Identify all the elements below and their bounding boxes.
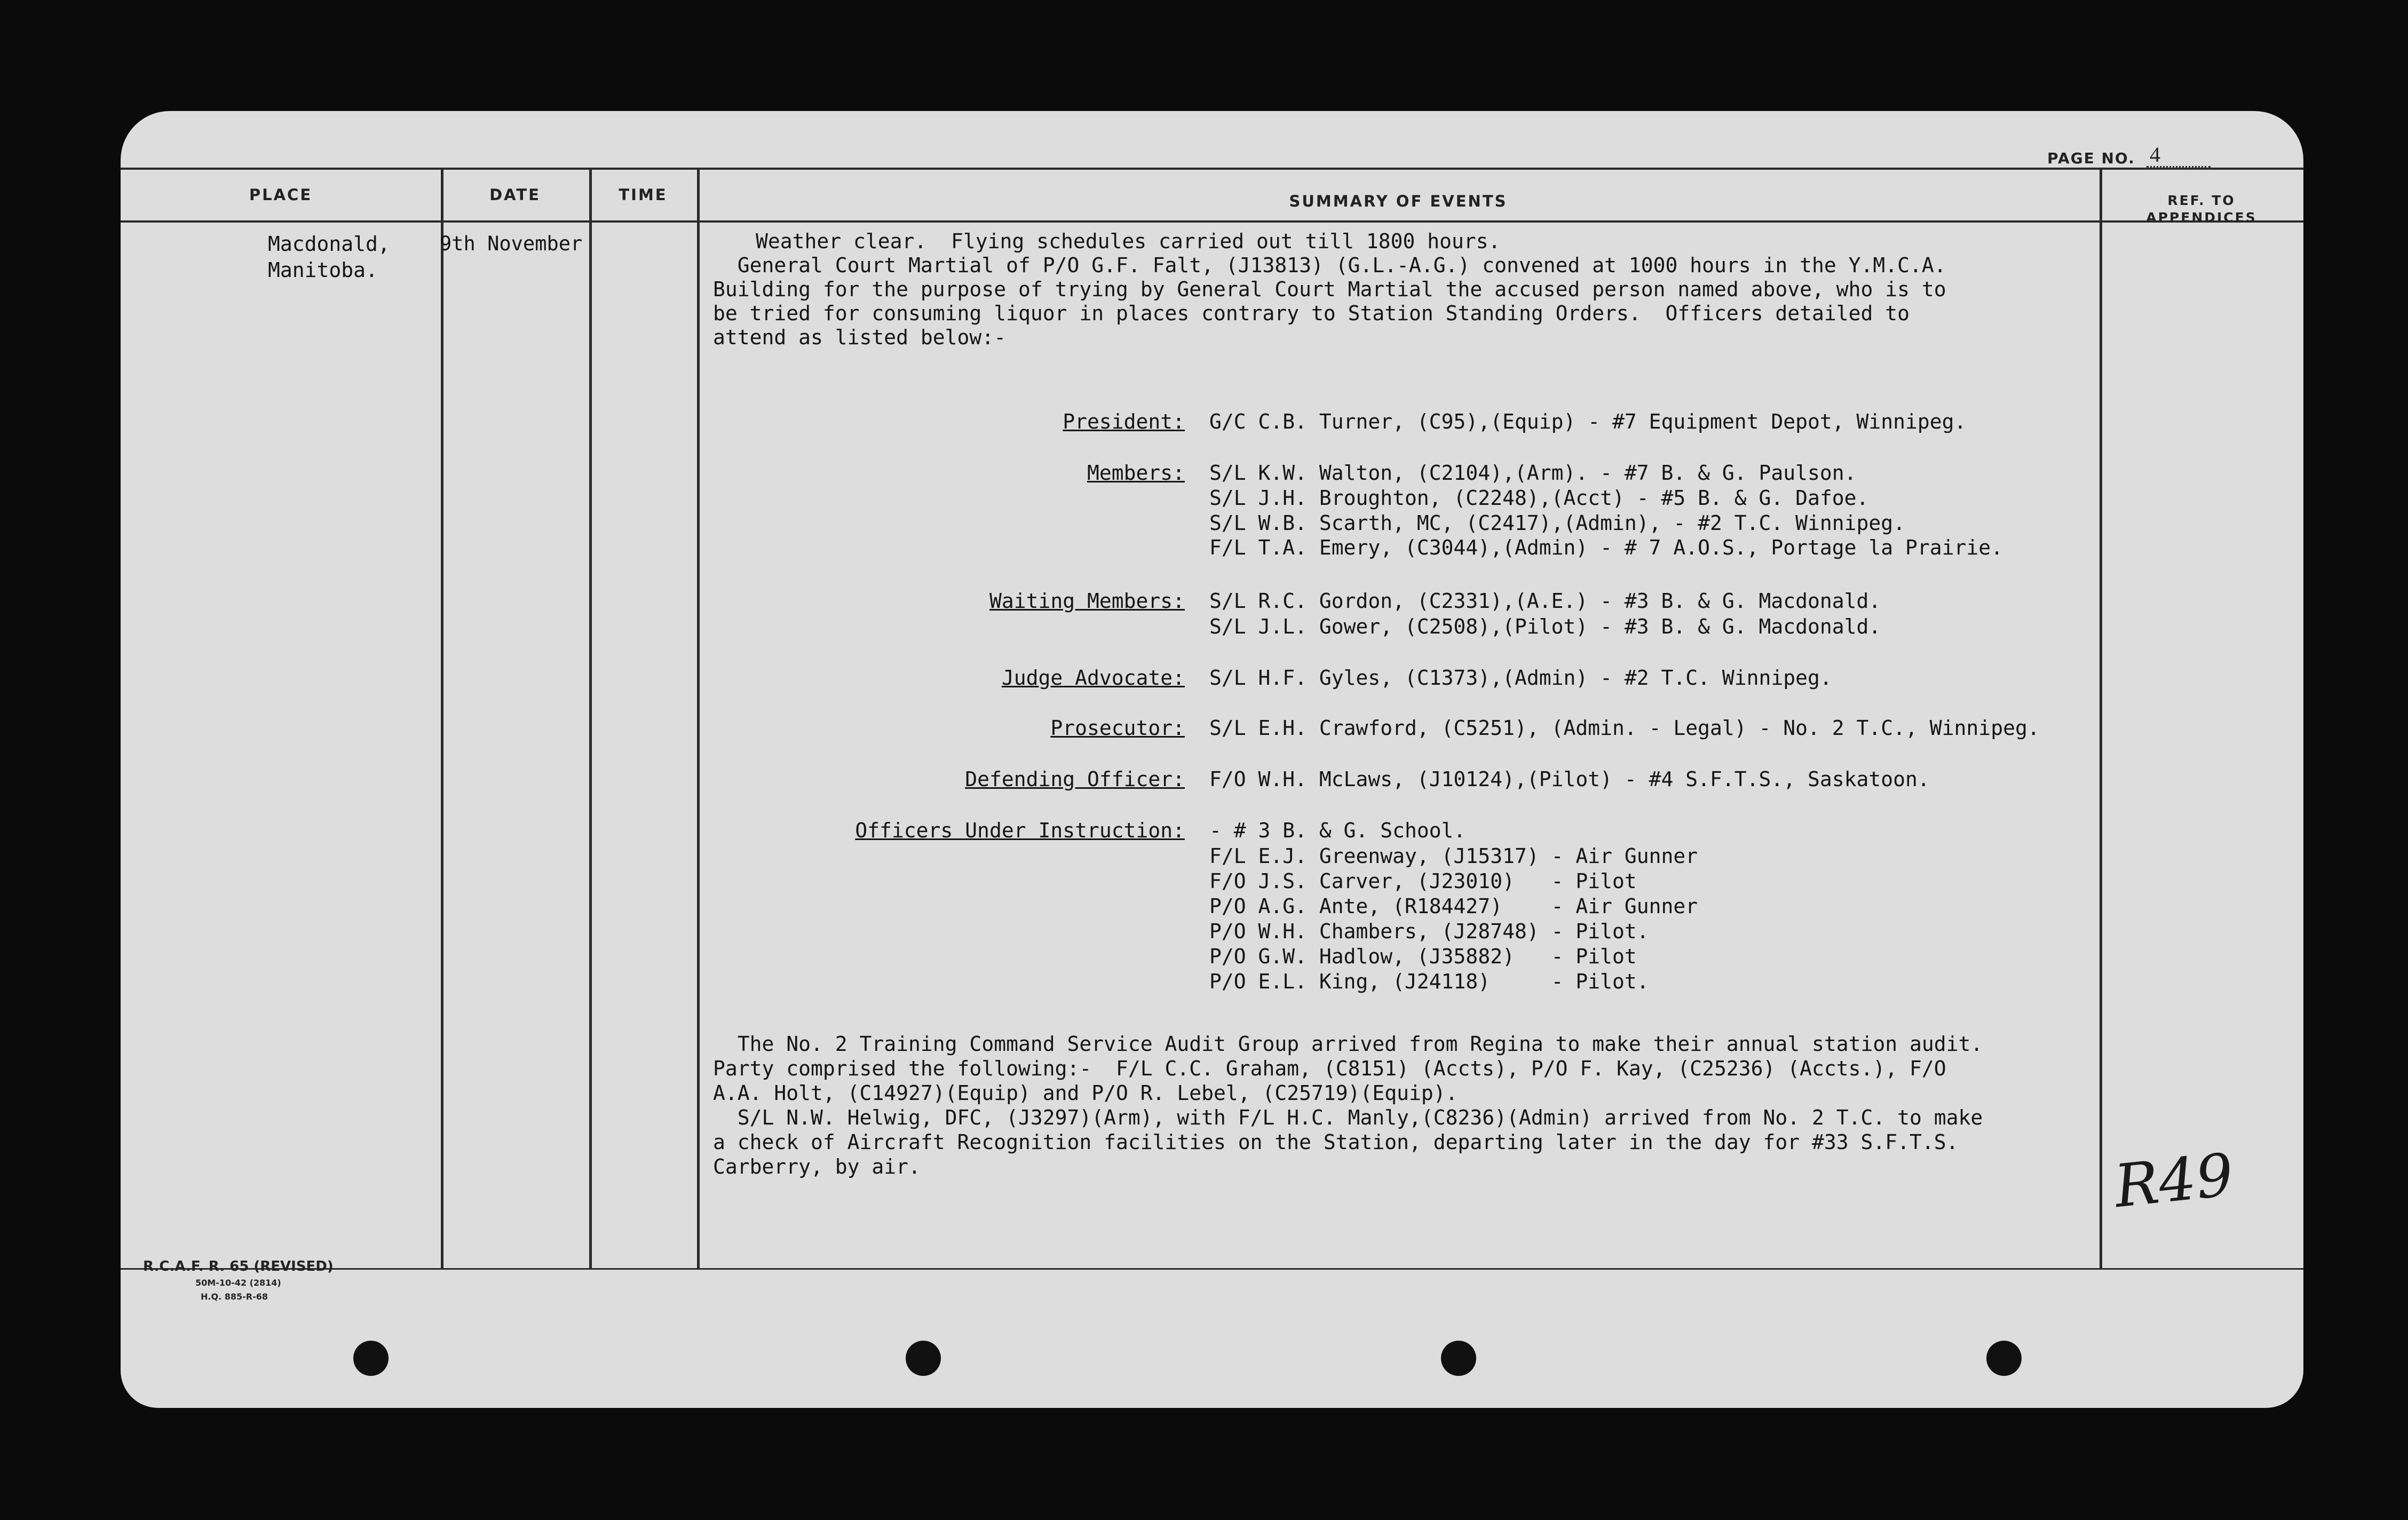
page-number: 4 xyxy=(2150,142,2160,167)
waiting-member-entry: S/L J.L. Gower, (C2508),(Pilot) - #3 B. & G. Macdonald. xyxy=(1209,615,1881,638)
member-entry: S/L K.W. Walton, (C2104),(Arm). - #7 B. & G. Paulson. xyxy=(1209,461,1857,485)
place-line-2: Manitoba. xyxy=(268,258,378,282)
intro-line: Building for the purpose of trying by General Court Martial the accused person named above, who is to xyxy=(713,278,1946,301)
time-divider xyxy=(697,168,700,1268)
waiting-members-label: Waiting Members: xyxy=(989,589,1185,613)
member-entry: S/L J.H. Broughton, (C2248),(Acct) - #5 B. & G. Dafoe. xyxy=(1209,486,1869,510)
intro-line: be tried for consuming liquor in places contrary to Station Standing Orders. Officers detailed to xyxy=(713,302,1910,325)
ref-divider xyxy=(2100,168,2102,1268)
header-place: PLACE xyxy=(249,186,313,204)
instruction-entry: F/L E.J. Greenway, (J15317) - Air Gunner xyxy=(1209,844,1698,868)
place-line-1: Macdonald, xyxy=(268,232,390,256)
header-date: DATE xyxy=(489,186,541,204)
audit-line: The No. 2 Training Command Service Audit Group arrived from Regina to make their annual station audit. xyxy=(713,1032,1983,1056)
waiting-member-entry: S/L R.C. Gordon, (C2331),(A.E.) - #3 B. & G. Macdonald. xyxy=(1209,589,1881,613)
instruction-entry: P/O G.W. Hadlow, (J35882) - Pilot xyxy=(1209,945,1637,968)
form-id: 50M-10-42 (2814) xyxy=(195,1278,281,1288)
page-label: PAGE NO. xyxy=(2047,149,2135,167)
intro-line: Weather clear. Flying schedules carried out till 1800 hours. xyxy=(756,229,1501,253)
instruction-entry: P/O E.L. King, (J24118) - Pilot. xyxy=(1209,970,1649,993)
member-entry: F/L T.A. Emery, (C3044),(Admin) - # 7 A.O.S., Portage la Prairie. xyxy=(1209,536,2003,559)
handwritten-ref: R49 xyxy=(2111,1140,2237,1221)
top-rule xyxy=(121,168,2303,170)
audit-line: Carberry, by air. xyxy=(713,1155,921,1178)
punch-hole xyxy=(353,1341,389,1376)
judge-advocate-entry: S/L H.F. Gyles, (C1373),(Admin) - #2 T.C. Winnipeg. xyxy=(1209,666,1832,690)
diary-card xyxy=(121,111,2303,1408)
instruction-entry: P/O A.G. Ante, (R184427) - Air Gunner xyxy=(1209,894,1698,918)
audit-line: Party comprised the following:- F/L C.C. Graham, (C8151) (Accts), P/O F. Kay, (C25236) (Accts.), F/O xyxy=(713,1057,1946,1080)
defending-officer-entry: F/O W.H. McLaws, (J10124),(Pilot) - #4 S.F.T.S., Saskatoon. xyxy=(1209,767,1930,791)
header-time: TIME xyxy=(619,186,668,204)
form-id: R.C.A.F. R. 65 (REVISED) xyxy=(143,1258,334,1274)
intro-line: General Court Martial of P/O G.F. Falt, (J13813) (G.L.-A.G.) convened at 1000 hours in the Y.M.C.A. xyxy=(713,254,1946,277)
member-entry: S/L W.B. Scarth, MC, (C2417),(Admin), - #2 T.C. Winnipeg. xyxy=(1209,511,1906,535)
audit-line: S/L N.W. Helwig, DFC, (J3297)(Arm), with F/L H.C. Manly,(C8236)(Admin) arrived from No. 2 T.C. to make xyxy=(713,1106,1983,1129)
punch-hole xyxy=(1986,1341,2022,1376)
instruction-entry: P/O W.H. Chambers, (J28748) - Pilot. xyxy=(1209,920,1649,943)
intro-line: attend as listed below:- xyxy=(713,326,1007,349)
place-divider xyxy=(441,168,443,1268)
members-label: Members: xyxy=(1087,461,1185,485)
president-label: President: xyxy=(1063,410,1185,433)
date-divider xyxy=(589,168,592,1268)
instruction-entry: F/O J.S. Carver, (J23010) - Pilot xyxy=(1209,869,1637,893)
instruction-label: Officers Under Instruction: xyxy=(855,819,1185,842)
entry-date: 9th November xyxy=(440,232,583,255)
header-summary: SUMMARY OF EVENTS xyxy=(1289,192,1508,210)
president-entry: G/C C.B. Turner, (C95),(Equip) - #7 Equipment Depot, Winnipeg. xyxy=(1209,410,1967,433)
header-rule xyxy=(121,220,2303,223)
punch-hole xyxy=(906,1341,941,1376)
audit-line: a check of Aircraft Recognition facilities on the Station, departing later in the day for #33 S.F.T.S. xyxy=(713,1130,1959,1154)
form-id: H.Q. 885-R-68 xyxy=(201,1292,268,1302)
prosecutor-label: Prosecutor: xyxy=(1050,716,1185,740)
punch-hole xyxy=(1441,1341,1476,1376)
prosecutor-entry: S/L E.H. Crawford, (C5251), (Admin. - Legal) - No. 2 T.C., Winnipeg. xyxy=(1209,716,2040,740)
judge-advocate-label: Judge Advocate: xyxy=(1001,666,1185,690)
instruction-school: - # 3 B. & G. School. xyxy=(1209,819,1466,842)
audit-line: A.A. Holt, (C14927)(Equip) and P/O R. Lebel, (C25719)(Equip). xyxy=(713,1081,1458,1105)
header-ref: REF. TO APPENDICES xyxy=(2146,193,2257,225)
bottom-rule xyxy=(121,1268,2303,1270)
defending-officer-label: Defending Officer: xyxy=(965,767,1185,791)
